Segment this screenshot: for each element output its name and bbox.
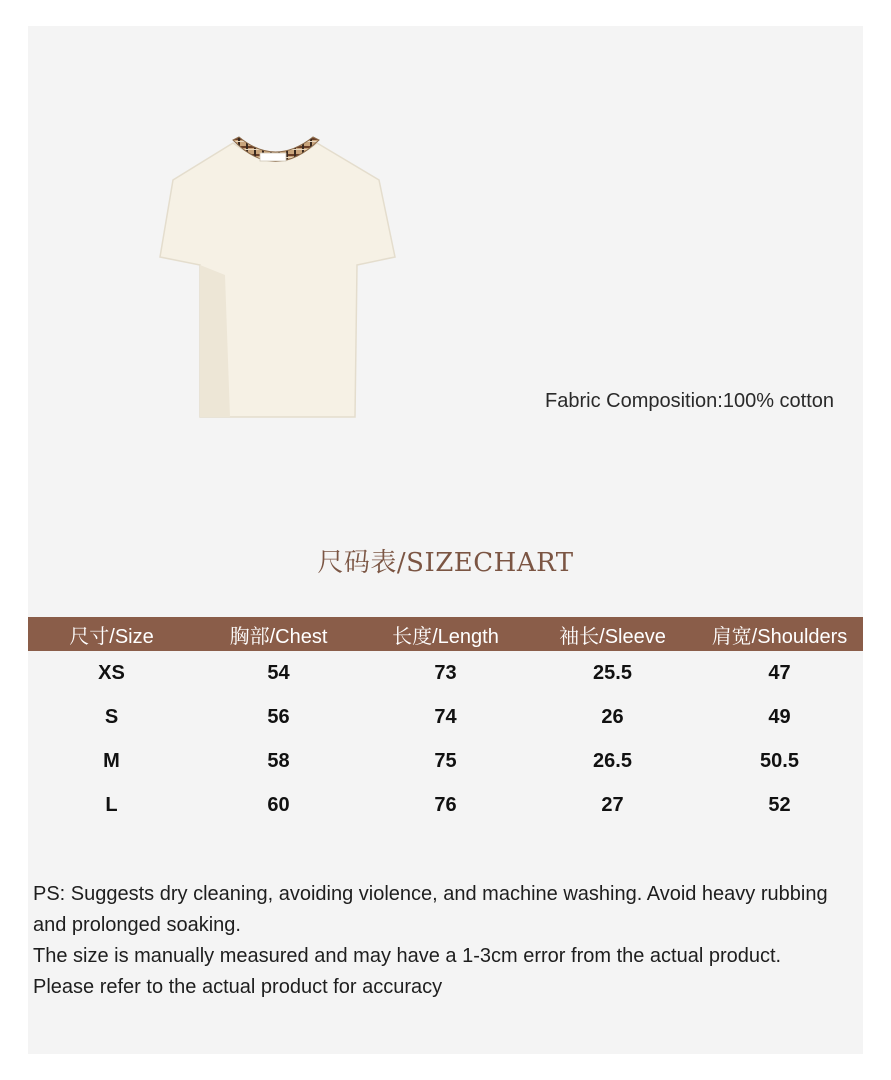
care-notes bbox=[33, 879, 858, 1003]
table-row bbox=[28, 783, 863, 827]
cell-chest: 56 bbox=[267, 705, 290, 728]
tshirt-image bbox=[155, 135, 400, 425]
tshirt-body bbox=[160, 143, 395, 417]
size-chart-title: 尺码表/SIZECHART bbox=[317, 548, 574, 578]
care-note-measurement: The size is manually measured and may have a 1-3cm error from the actual product. bbox=[33, 945, 782, 967]
care-note-accuracy: Please refer to the actual product for accuracy bbox=[33, 976, 443, 998]
header-sleeve: 袖长/Sleeve bbox=[559, 625, 666, 648]
size-chart-header bbox=[28, 617, 863, 651]
cell-length: 74 bbox=[434, 705, 457, 728]
cell-shoulders: 50.5 bbox=[760, 749, 799, 772]
cell-sleeve: 26.5 bbox=[593, 749, 632, 772]
table-row bbox=[28, 695, 863, 739]
cell-sleeve: 27 bbox=[601, 793, 624, 816]
table-row bbox=[28, 739, 863, 783]
header-shoulders: 肩宽/Shoulders bbox=[711, 625, 848, 648]
fabric-composition: Fabric Composition:100% cotton bbox=[545, 390, 835, 412]
header-chest: 胸部/Chest bbox=[229, 625, 328, 648]
cell-shoulders: 49 bbox=[768, 705, 791, 728]
cell-length: 73 bbox=[434, 661, 457, 684]
header-size: 尺寸/Size bbox=[69, 625, 154, 648]
cell-size: XS bbox=[98, 661, 125, 684]
cell-size: L bbox=[105, 793, 118, 816]
cell-shoulders: 47 bbox=[768, 661, 791, 684]
cell-length: 75 bbox=[434, 749, 457, 772]
cell-chest: 54 bbox=[267, 661, 290, 684]
cell-chest: 60 bbox=[267, 793, 290, 816]
care-note-washing: PS: Suggests dry cleaning, avoiding violence, and machine washing. Avoid heavy rubbing and prolonged soaking. bbox=[33, 883, 828, 936]
table-row bbox=[28, 651, 863, 695]
cell-size: M bbox=[103, 749, 120, 772]
tshirt-label bbox=[260, 153, 286, 161]
cell-chest: 58 bbox=[267, 749, 290, 772]
header-length: 长度/Length bbox=[392, 625, 499, 648]
cell-size: S bbox=[104, 705, 119, 728]
cell-sleeve: 26 bbox=[601, 705, 624, 728]
cell-shoulders: 52 bbox=[768, 793, 791, 816]
cell-length: 76 bbox=[434, 793, 457, 816]
size-chart-table bbox=[28, 617, 863, 827]
cell-sleeve: 25.5 bbox=[593, 661, 632, 684]
